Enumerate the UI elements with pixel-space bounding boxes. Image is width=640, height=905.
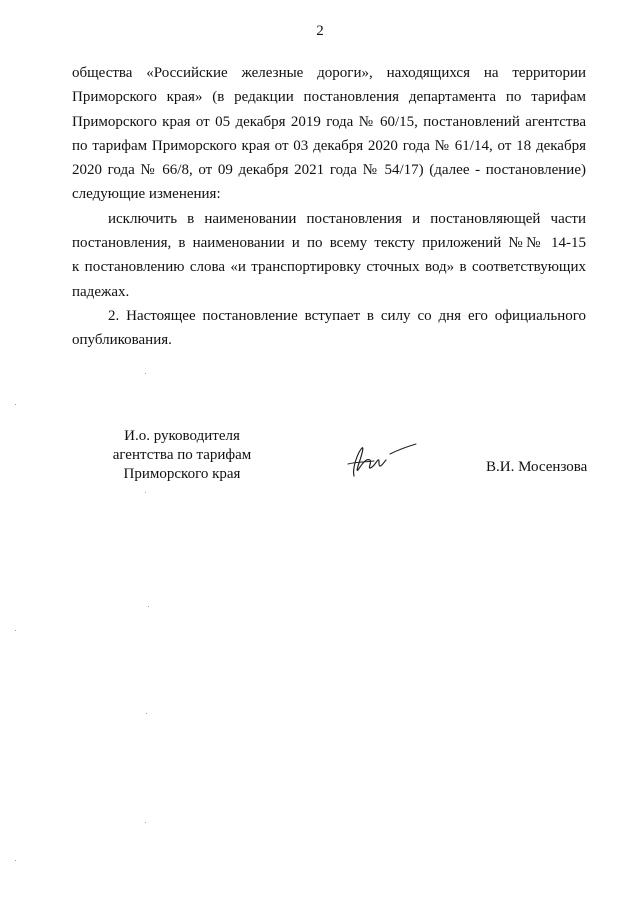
text-line: по тарифам Приморского края от 03 декабря 2020 года № 61/14, от 18 декабря: [72, 137, 586, 154]
signatory-position: [72, 427, 292, 484]
body-text: [72, 61, 586, 353]
scan-speck: [145, 373, 146, 374]
text-line: Приморского края от 05 декабря 2019 года № 60/15, постановлений агентства: [72, 113, 586, 130]
position-line: агентства по тарифам: [112, 447, 252, 463]
page-number: 2: [316, 23, 324, 39]
position-line: Приморского края: [123, 466, 241, 482]
text-line: к постановлению слова «и транспортировку сточных вод» в соответствующих: [72, 259, 586, 276]
scan-speck: [146, 713, 147, 714]
text-line: общества «Российские железные дороги», находящихся на территории: [72, 65, 586, 81]
handwritten-signature: [340, 440, 420, 480]
text-line: 2. Настоящее постановление вступает в силу со дня его официального: [108, 307, 586, 324]
text-line: падежах.: [72, 283, 130, 300]
text-line: следующие изменения:: [72, 186, 221, 203]
scan-speck: [145, 492, 146, 493]
text-line: Приморского края» (в редакции постановления департамента по тарифам: [72, 89, 586, 106]
text-line: постановления, в наименовании и по всему тексту приложений №№ 14-15: [72, 235, 586, 252]
scan-speck: [145, 822, 146, 823]
scan-speck: [15, 404, 16, 405]
text-line: опубликования.: [72, 332, 172, 349]
text-line: 2020 года № 66/8, от 09 декабря 2021 года № 54/17) (далее - постановление): [72, 162, 586, 179]
position-line: И.о. руководителя: [124, 428, 240, 444]
signer-name: В.И. Мосензова: [486, 459, 588, 475]
text-line: исключить в наименовании постановления и постановляющей части: [108, 210, 586, 227]
scan-speck: [148, 606, 149, 607]
scan-speck: [15, 860, 16, 861]
scan-speck: [15, 630, 16, 631]
